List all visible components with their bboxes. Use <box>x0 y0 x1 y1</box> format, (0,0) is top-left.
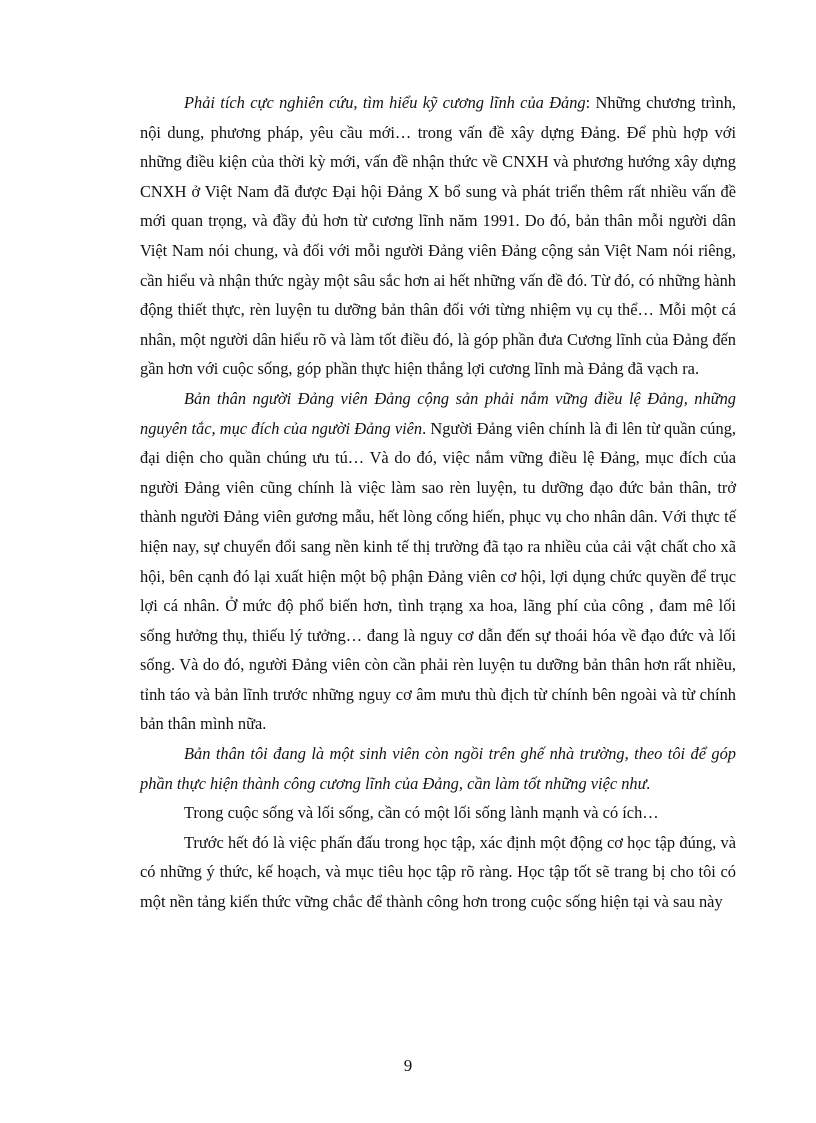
document-page <box>140 88 736 917</box>
paragraph-party-member-charter <box>140 384 736 739</box>
paragraph-student-role <box>140 739 736 798</box>
paragraph-body: . Người Đảng viên chính là đi lên từ quần cúng, đại diện cho quần chúng ưu tú… Và do đó, việc nắm vững điều lệ Đảng, mục đích của người Đảng viên cũng chính là việc làm sao rèn luyện, tu dưỡng đạo đức bản thân, trở thành người Đảng viên gương mẫu, hết lòng cống hiến, phục vụ cho nhân dân. Với thực tế hiện nay, sự chuyển đổi sang nền kinh tế thị trường đã tạo ra nhiều của cải vật chất cho xã hội, bên cạnh đó lại xuất hiện một bộ phận Đảng viên cơ hội, lợi dụng chức quyền để trục lợi cá nhân. Ở mức độ phổ biến hơn, tình trạng xa hoa, lãng phí của công , đam mê lối sống hưởng thụ, thiếu lý tưởng… đang là nguy cơ dẫn đến sự thoái hóa về đạo đức và lối sống. Và do đó, người Đảng viên còn cần phải rèn luyện tu dưỡng bản thân hơn rất nhiều, tỉnh táo và bản lĩnh trước những nguy cơ âm mưu thù địch từ chính bên ngoài và từ chính bản thân mình nữa. <box>140 418 736 734</box>
paragraph-body: Trong cuộc sống và lối sống, cần có một lối sống lành mạnh và có ích… <box>184 803 659 823</box>
paragraph-lead-italic: Bản thân người Đảng viên Đảng cộng sản phải nắm vững điều lệ Đảng, những nguyên tắc, mục đích của người Đảng viên <box>140 388 736 438</box>
paragraph-lead-italic: Bản thân tôi đang là một sinh viên còn ngồi trên ghế nhà trường, theo tôi để góp phần thực hiện thành công cương lĩnh của Đảng, cần làm tốt những việc như. <box>140 744 736 793</box>
paragraph-study-goals <box>140 828 736 917</box>
paragraph-body: : Những chương trình, nội dung, phương pháp, yêu cầu mới… trong vấn đề xây dựng Đảng. Để phù hợp với những điều kiện của thời kỳ mới, vấn đề nhận thức về CNXH và phương hướng xây dựng CNXH ở Việt Nam đã được Đại hội Đảng X bổ sung và phát triển thêm rất nhiều vấn đề mới quan trọng, và đầy đủ hơn từ cương lĩnh năm 1991. Do đó, bản thân mỗi người dân Việt Nam nói chung, và đối với mỗi người Đảng viên Đảng cộng sản Việt Nam nói riêng, cần hiểu và nhận thức ngày một sâu sắc hơn ai hết những vấn đề đó. Từ đó, có những hành động thiết thực, rèn luyện tu dưỡng bản thân đối với từng nhiệm vụ cụ thể… Mỗi một cá nhân, một người dân hiểu rõ và làm tốt điều đó, là góp phần đưa Cương lĩnh của Đảng đến gần hơn với cuộc sống, góp phần thực hiện thắng lợi cương lĩnh mà Đảng đã vạch ra. <box>140 93 736 379</box>
paragraph-body: Trước hết đó là việc phấn đấu trong học tập, xác định một động cơ học tập đúng, và có những ý thức, kế hoạch, và mục tiêu học tập rõ ràng. Học tập tốt sẽ trang bị cho tôi có một nền tảng kiến thức vững chắc để thành công hơn trong cuộc sống hiện tại và sau này <box>140 832 736 912</box>
page-number: 9 <box>403 1056 413 1075</box>
paragraph-lead-italic: Phải tích cực nghiên cứu, tìm hiểu kỹ cương lĩnh của Đảng <box>184 93 586 112</box>
paragraph-study-platform <box>140 88 736 384</box>
paragraph-lifestyle <box>140 798 736 828</box>
